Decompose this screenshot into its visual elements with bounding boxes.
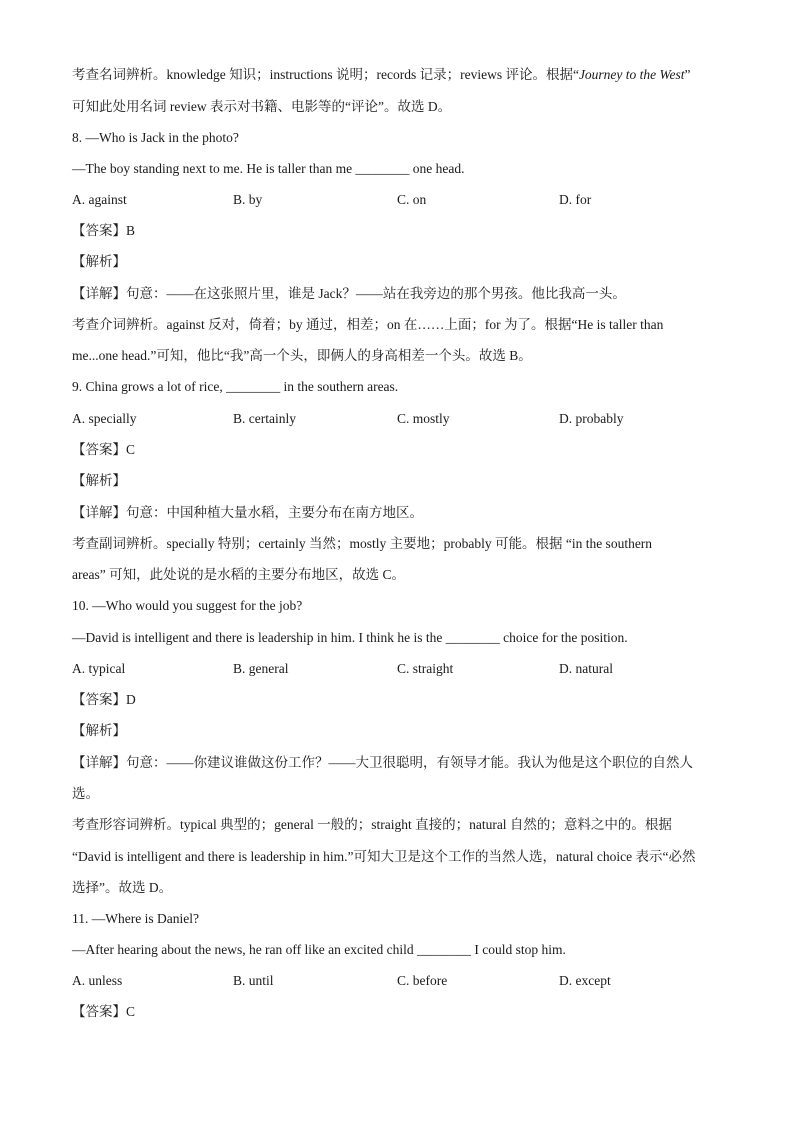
text-line: —David is intelligent and there is leadership in him. I think he is the ________ choice for the position. bbox=[72, 630, 628, 645]
text-line: 考查介词辨析。against 反对，倚着；by 通过，相差；on 在……上面；for 为了。根据“He is taller than bbox=[72, 317, 664, 332]
text-line: 选。 bbox=[72, 786, 99, 801]
option-a: A. against bbox=[72, 192, 127, 207]
option-c: C. straight bbox=[397, 661, 454, 676]
text-line: 【答案】B bbox=[72, 223, 136, 238]
text-line: 【详解】句意：——在这张照片里，谁是 Jack？——站在我旁边的那个男孩。他比我高一头。 bbox=[72, 286, 626, 301]
text-line: me...one head.”可知，他比“我”高一个头，即俩人的身高相差一个头。故选 B。 bbox=[72, 348, 532, 363]
option-b: B. certainly bbox=[233, 411, 296, 426]
option-c: C. before bbox=[397, 973, 448, 988]
text-line: 【解析】 bbox=[72, 473, 126, 488]
text-line: 【解析】 bbox=[72, 723, 126, 738]
text-line: 可知此处用名词 review 表示对书籍、电影等的“评论”。故选 D。 bbox=[72, 99, 452, 114]
option-c: C. on bbox=[397, 192, 427, 207]
text-segment: ” bbox=[684, 67, 691, 82]
option-d: D. for bbox=[559, 192, 592, 207]
option-b: B. by bbox=[233, 192, 263, 207]
text-line: 10. —Who would you suggest for the job? bbox=[72, 598, 303, 613]
text-line: 9. China grows a lot of rice, ________ in the southern areas. bbox=[72, 379, 399, 394]
text-line: 选择”。故选 D。 bbox=[72, 880, 173, 895]
text-line: 8. —Who is Jack in the photo? bbox=[72, 130, 239, 145]
text-line: “David is intelligent and there is leadership in him.”可知大卫是这个工作的当然人选，natural choice 表示“必然 bbox=[72, 849, 696, 864]
text-line: 考查副词辨析。specially 特别；certainly 当然；mostly 主要地；probably 可能。根据 “in the southern bbox=[72, 536, 653, 551]
option-d: D. probably bbox=[559, 411, 624, 426]
text-line: 考查形容词辨析。typical 典型的；general 一般的；straight 直接的；natural 自然的；意料之中的。根据 bbox=[72, 817, 672, 832]
option-b: B. until bbox=[233, 973, 274, 988]
option-a: A. specially bbox=[72, 411, 137, 426]
text-line: 【详解】句意：——你建议谁做这份工作？——大卫很聪明，有领导才能。我认为他是这个职位的自然人 bbox=[72, 755, 693, 770]
text-line: 11. —Where is Daniel? bbox=[72, 911, 199, 926]
text-line: 【解析】 bbox=[72, 254, 126, 269]
text-line: —The boy standing next to me. He is taller than me ________ one head. bbox=[72, 161, 465, 176]
option-a: A. typical bbox=[72, 661, 126, 676]
text-segment: 考查名词辨析。knowledge 知识；instructions 说明；records 记录；reviews 评论。根据“ bbox=[72, 67, 579, 82]
text-line: 【答案】D bbox=[72, 692, 136, 707]
option-c: C. mostly bbox=[397, 411, 450, 426]
text-line: 【详解】句意：中国种植大量水稻，主要分布在南方地区。 bbox=[72, 505, 423, 520]
option-a: A. unless bbox=[72, 973, 123, 988]
text-line: —After hearing about the news, he ran off like an excited child ________ I could stop him. bbox=[72, 942, 566, 957]
text-line: 【答案】C bbox=[72, 442, 136, 457]
book-title: Journey to the West bbox=[578, 67, 685, 82]
option-d: D. natural bbox=[559, 661, 613, 676]
option-d: D. except bbox=[559, 973, 611, 988]
text-line bbox=[72, 66, 691, 84]
option-b: B. general bbox=[233, 661, 289, 676]
text-line: areas” 可知，此处说的是水稻的主要分布地区，故选 C。 bbox=[72, 567, 405, 582]
text-line: 【答案】C bbox=[72, 1004, 136, 1019]
